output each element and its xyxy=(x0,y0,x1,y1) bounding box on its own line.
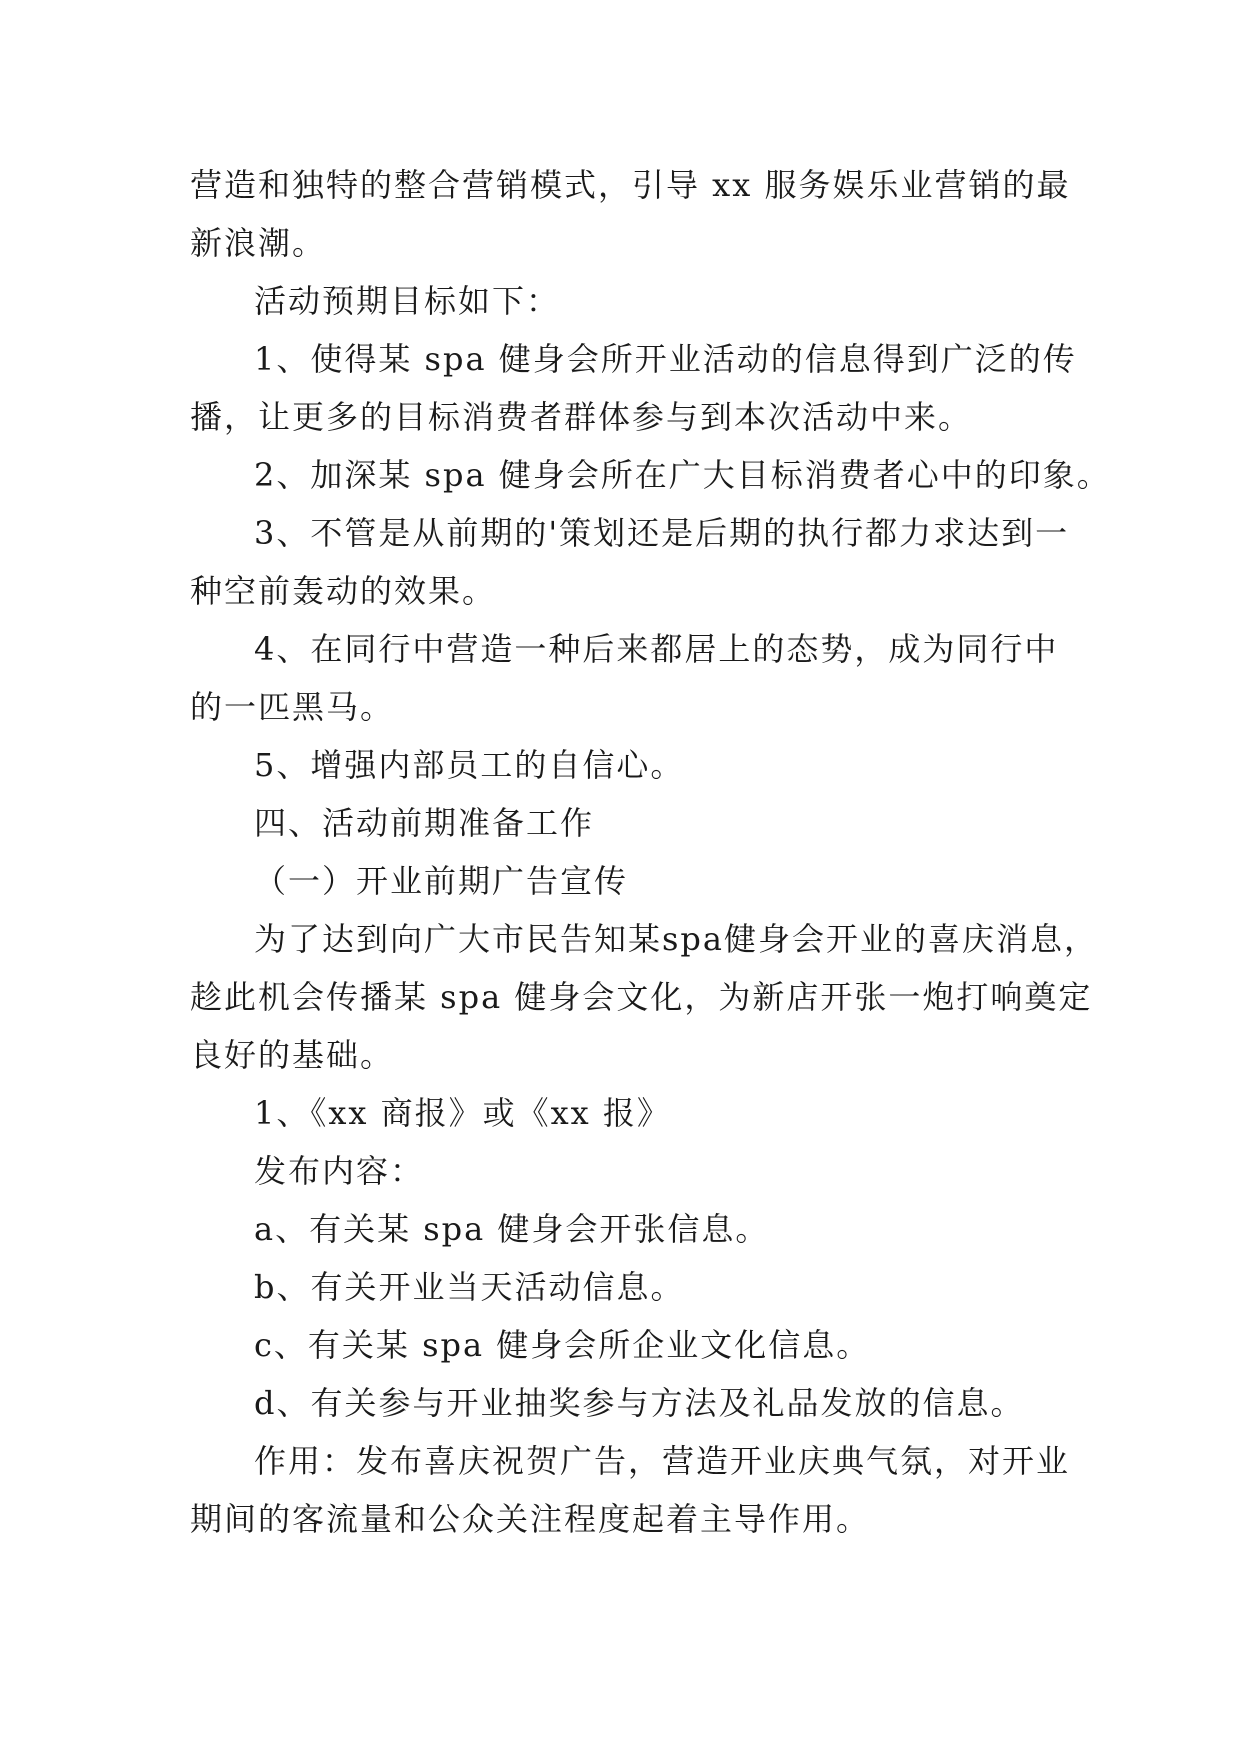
list-item-line: a、有关某 spa 健身会开张信息。 xyxy=(254,1210,770,1248)
list-item-line: 种空前轰动的效果。 xyxy=(190,572,497,610)
paragraph-line: 发布内容： xyxy=(254,1152,425,1190)
paragraph-line: 良好的基础。 xyxy=(190,1036,395,1074)
list-item-line: d、有关参与开业抽奖参与方法及礼品发放的信息。 xyxy=(254,1384,1025,1422)
list-item-line: b、有关开业当天活动信息。 xyxy=(254,1268,685,1306)
subsection-heading: （一）开业前期广告宣传 xyxy=(254,862,629,900)
paragraph-line: 为了达到向广大市民告知某spa健身会开业的喜庆消息， xyxy=(254,920,1098,958)
paragraph-line: 作用：发布喜庆祝贺广告，营造开业庆典气氛，对开业 xyxy=(254,1442,1071,1480)
list-item-line: 2、加深某 spa 健身会所在广大目标消费者心中的印象。 xyxy=(254,456,1111,494)
paragraph-line: 活动预期目标如下： xyxy=(254,282,561,320)
paragraph-line: 新浪潮。 xyxy=(190,224,327,262)
paragraph-line: 营造和独特的整合营销模式，引导 xx 服务娱乐业营销的最 xyxy=(190,166,1071,204)
list-item-line: 1、使得某 spa 健身会所开业活动的信息得到广泛的传 xyxy=(254,340,1077,378)
list-item-line: 4、在同行中营造一种后来都居上的态势，成为同行中 xyxy=(254,630,1059,668)
list-item-line: 1、《xx 商报》或《xx 报》 xyxy=(254,1094,671,1132)
list-item-line: 5、增强内部员工的自信心。 xyxy=(254,746,685,784)
section-heading: 四、活动前期准备工作 xyxy=(254,804,595,842)
list-item-line: 的一匹黑马。 xyxy=(190,688,395,726)
list-item-line: 播，让更多的目标消费者群体参与到本次活动中来。 xyxy=(190,398,973,436)
list-item-line: 3、不管是从前期的'策划还是后期的执行都力求达到一 xyxy=(254,514,1070,552)
paragraph-line: 趁此机会传播某 spa 健身会文化，为新店开张一炮打响奠定 xyxy=(190,978,1093,1016)
paragraph-line: 期间的客流量和公众关注程度起着主导作用。 xyxy=(190,1500,871,1538)
list-item-line: c、有关某 spa 健身会所企业文化信息。 xyxy=(254,1326,871,1364)
